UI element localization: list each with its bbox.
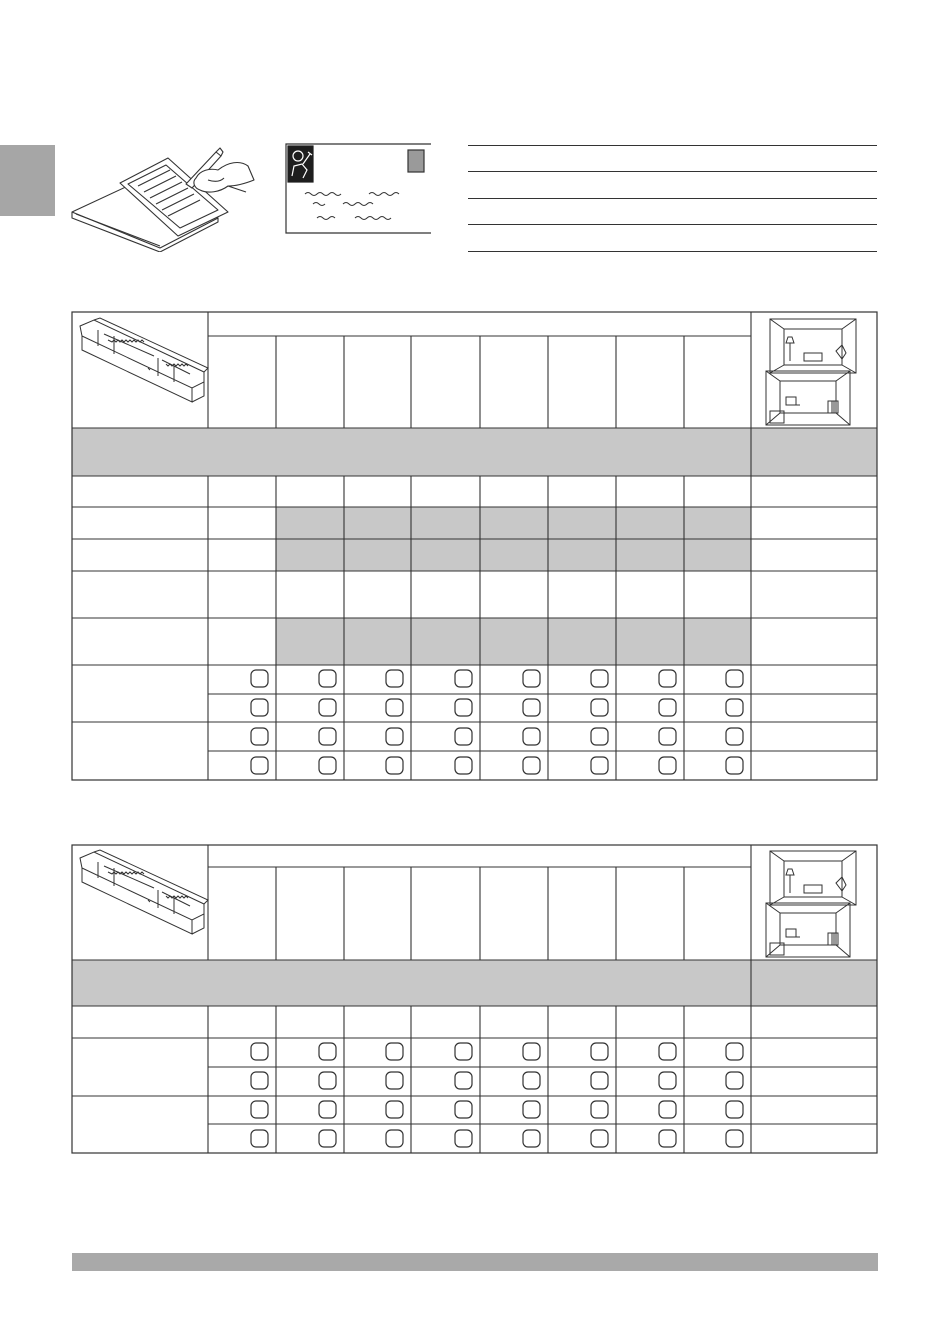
channel-checkbox[interactable] [455,1101,472,1118]
channel-checkbox[interactable] [591,1130,608,1147]
channel-checkbox[interactable] [726,1130,743,1147]
channel-checkbox[interactable] [659,1072,676,1089]
channel-checkbox[interactable] [523,1043,540,1060]
channel-checkbox[interactable] [251,1072,268,1089]
channel-checkbox[interactable] [251,1101,268,1118]
channel-checkbox[interactable] [319,1043,336,1060]
channel-checkbox[interactable] [726,1072,743,1089]
channel-checkbox[interactable] [386,1043,403,1060]
shaded-header-row [72,960,877,1006]
channel-checkbox[interactable] [386,1072,403,1089]
channel-checkbox[interactable] [251,1043,268,1060]
channel-checkbox[interactable] [386,1130,403,1147]
footer-bar [72,1253,878,1271]
channel-checkbox[interactable] [591,1072,608,1089]
channel-checkbox[interactable] [726,1043,743,1060]
channel-checkbox[interactable] [659,1101,676,1118]
channel-checkbox[interactable] [659,1130,676,1147]
channel-checkbox[interactable] [251,1130,268,1147]
channel-checkbox[interactable] [455,1043,472,1060]
channel-checkbox[interactable] [523,1130,540,1147]
channel-checkbox[interactable] [523,1072,540,1089]
controller-unit-icon [80,850,208,934]
channel-checkbox[interactable] [319,1101,336,1118]
channel-checkbox[interactable] [455,1130,472,1147]
channel-checkbox[interactable] [455,1072,472,1089]
channel-checkbox[interactable] [591,1043,608,1060]
channel-checkbox[interactable] [386,1101,403,1118]
channel-checkbox[interactable] [523,1101,540,1118]
channel-checkbox[interactable] [319,1130,336,1147]
channel-checkbox[interactable] [591,1101,608,1118]
channel-checkbox[interactable] [319,1072,336,1089]
channel-checkbox[interactable] [659,1043,676,1060]
house-rooms-icon [766,851,856,957]
channel-checkbox[interactable] [726,1101,743,1118]
